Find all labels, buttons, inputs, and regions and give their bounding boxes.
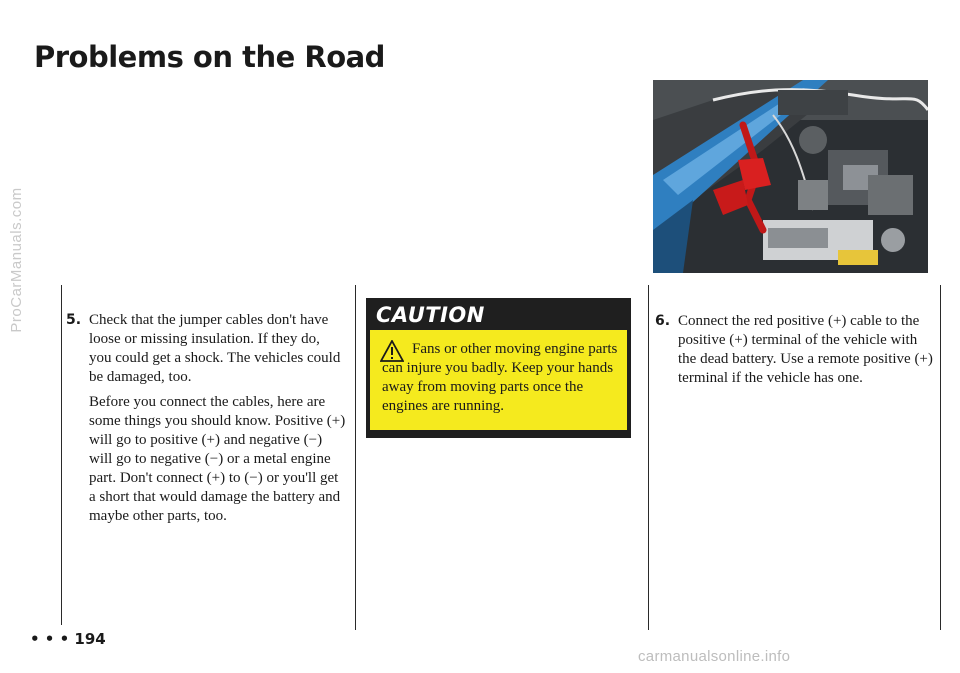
caution-panel xyxy=(370,330,627,430)
step-5 xyxy=(66,311,346,532)
step-5-paragraph-1: Check that the jumper cables don't have loose or missing insulation. If they do, you could get a shock. The vehicles could be damaged, too. xyxy=(89,312,341,385)
column-rule-middle xyxy=(355,285,356,630)
column-rule-left xyxy=(61,285,62,625)
side-watermark: ProCarManuals.com xyxy=(8,187,25,333)
page-number: • • • 194 xyxy=(30,630,106,648)
page-title: Problems on the Road xyxy=(34,40,385,74)
caution-title: CAUTION xyxy=(376,303,485,327)
caution-text: Fans or other moving engine parts can injure you badly. Keep your hands away from moving parts once the engines are running. xyxy=(382,341,618,414)
step-6-number: 6. xyxy=(655,313,671,329)
engine-photo xyxy=(653,80,928,273)
engine-photo-illustration xyxy=(653,80,928,273)
column-rule-right-b xyxy=(940,285,941,630)
step-6-paragraph-1: Connect the red positive (+) cable to the positive (+) terminal of the vehicle with the dead battery. Use a remote positive (+) terminal if the vehicle has one. xyxy=(678,313,933,386)
bottom-watermark: carmanualsonline.info xyxy=(638,648,791,665)
step-6 xyxy=(655,312,935,394)
step-5-number: 5. xyxy=(66,312,82,328)
column-rule-right-a xyxy=(648,285,649,630)
caution-box xyxy=(366,298,631,438)
step-5-paragraph-2: Before you connect the cables, here are some things you should know. Positive (+) will go to positive (+) and negative (−) will go to negative (−) or a metal engine part. Don't connect (+) to (−) or you'll get a short that would damage the battery and maybe other parts, too. xyxy=(89,394,346,524)
